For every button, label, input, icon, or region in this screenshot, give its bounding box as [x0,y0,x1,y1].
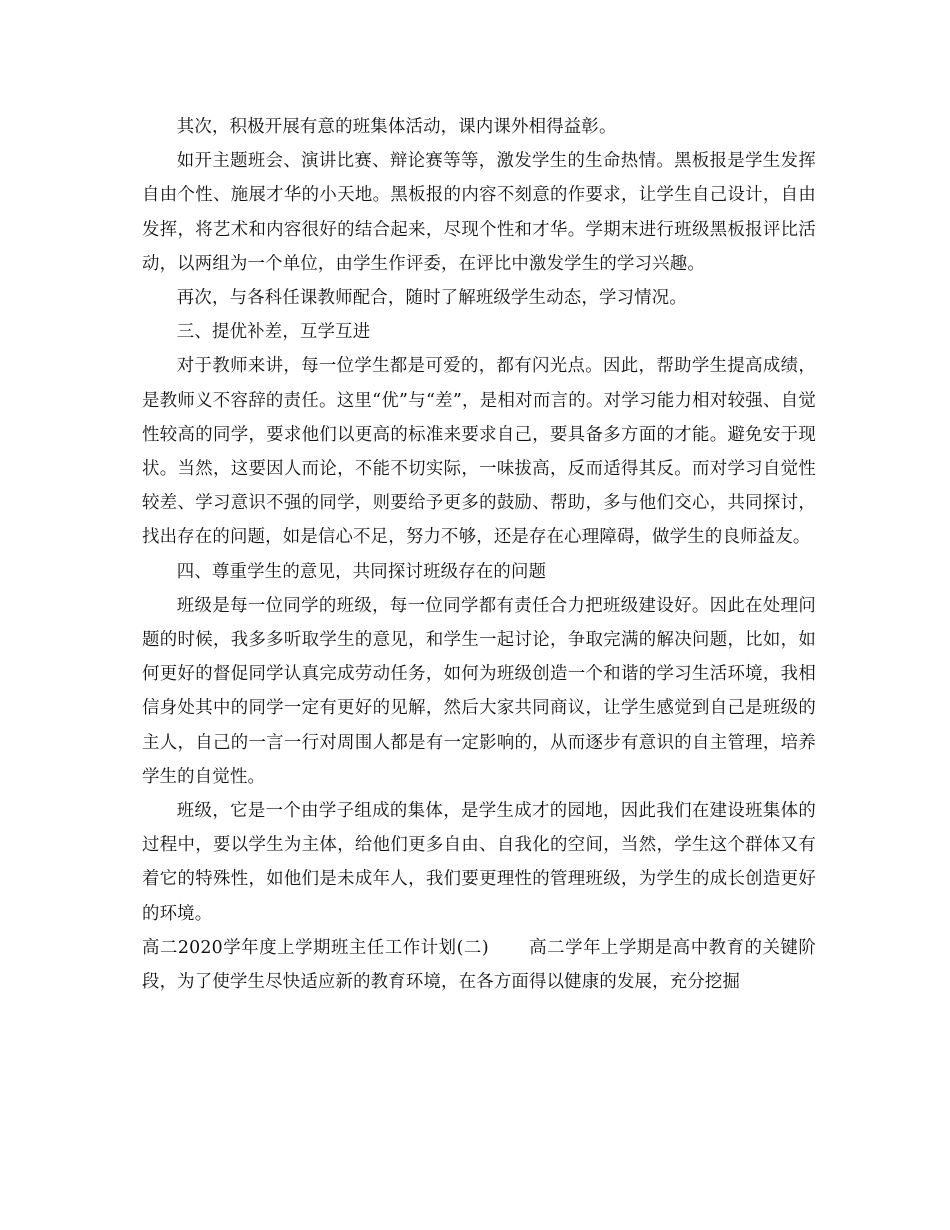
paragraph-class-collective: 班级，它是一个由学子组成的集体，是学生成才的园地，因此我们在建设班集体的过程中，要以学生为主体，给他们更多自由、自我化的空间，当然，学生这个群体又有着它的特殊性，如他们是未成年人，我们要更理性的管理班级，为学生的成长创造更好的环境。 [142,801,816,924]
paragraph-improvement: 对于教师来讲，每一位学生都是可爱的，都有闪光点。因此，帮助学生提高成绩，是教师义不容辞的责任。这里“优”与“差”，是相对而言的。对学习能力相对较强、自觉性较高的同学，要求他们以更高的标准来要求自己，要具备多方面的才能。避免安于现状。当然，这要因人而论，不能不切实际，一味拔高，反而适得其反。而对学习自觉性较差、学习意识不强的同学，则要给予更多的鼓励、帮助，多与他们交心，共同探讨，找出存在的问题，如是信心不足，努力不够，还是存在心理障碍，做学生的良师益友。 [142,356,816,548]
closing-paragraph [142,931,816,999]
paragraph-teacher-cooperation: 再次，与各科任课教师配合，随时了解班级学生动态，学习情况。 [176,288,687,309]
section-heading-three: 三、提优补差，互学互进 [176,322,371,343]
section-heading-four: 四、尊重学生的意见，共同探讨班级存在的问题 [176,561,547,582]
paragraph-activities-intro: 其次，积极开展有意的班集体活动，课内课外相得益彰。 [176,117,617,137]
paragraph-blackboard: 如开主题班会、演讲比赛、辩论赛等等，激发学生的生命热情。黑板报是学生发挥自由个性、施展才华的小天地。黑板报的内容不刻意的作要求，让学生自己设计，自由发挥，将艺术和内容很好的结合起来，尽现个性和才华。学期末进行班级黑板报评比活动，以两组为一个单位，由学生作评委，在评比中激发学生的学习兴趣。 [142,151,816,274]
plan-title: 高二2020学年度上学期班主任工作计划(二) [142,937,489,958]
plan-intro-text: 高二学年上学期是高中教育的关键阶段，为了使学生尽快适应新的教育环境，在各方面得以健康的发展，充分挖掘 [142,937,817,993]
paragraph-class-discussion: 班级是每一位同学的班级，每一位同学都有责任合力把班级建设好。因此在处理问题的时候，我多多听取学生的意见，和学生一起讨论，争取完满的解决问题，比如，如何更好的督促同学认真完成劳动任务，如何为班级创造一个和谐的学习生活环境，我相信身处其中的同学一定有更好的见解，然后大家共同商议，让学生感觉到自己是班级的主人，自己的一言一行对周围人都是有一定影响的，从而逐步有意识的自主管理，培养学生的自觉性。 [142,595,816,787]
document-body [142,110,816,999]
